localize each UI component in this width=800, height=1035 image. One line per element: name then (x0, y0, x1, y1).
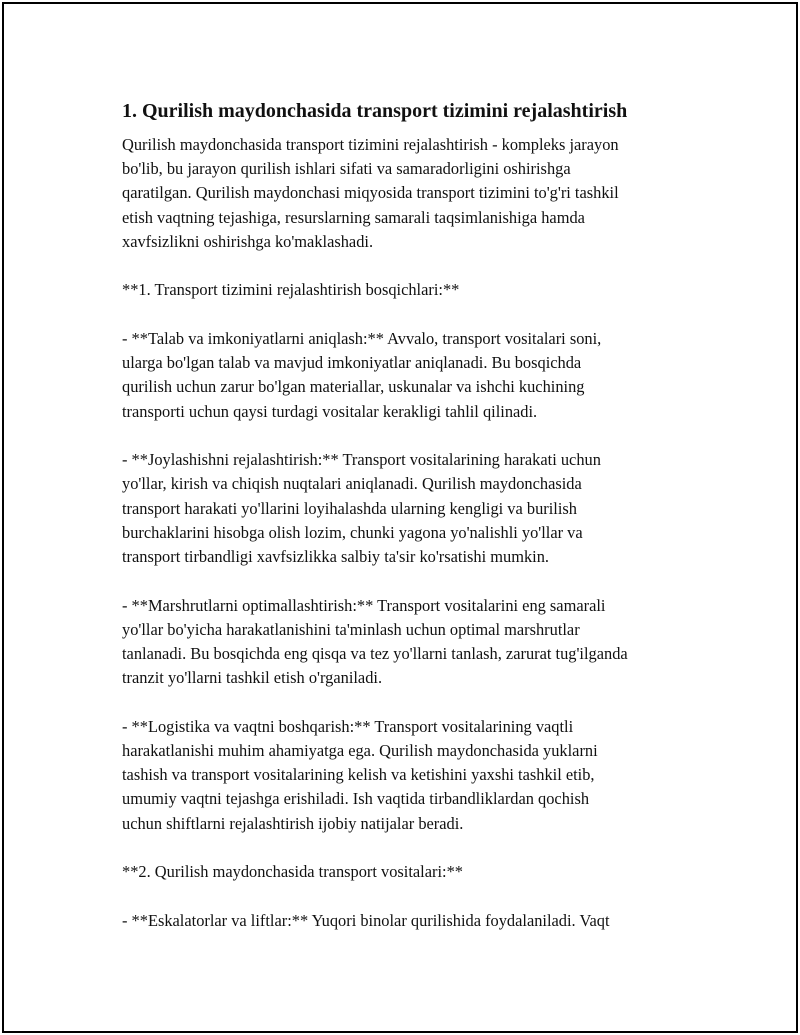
text-line: - **Eskalatorlar va liftlar:** Yuqori binolar qurilishida foydalaniladi. Vaqt (122, 910, 610, 930)
text-line: - **Marshrutlarni optimallashtirish:** Transport vositalarini eng samarali (122, 595, 606, 615)
text-line: burchaklarini hisobga olish lozim, chunki yagona yo'nalishli yo'llar va (122, 522, 583, 542)
paragraph (122, 133, 702, 254)
text-line: xavfsizlikni oshirishga ko'maklashadi. (122, 231, 374, 251)
paragraph (122, 860, 702, 884)
text-line: yo'llar bo'yicha harakatlanishini ta'minlash uchun optimal marshrutlar (122, 619, 580, 639)
text-line: transporti uchun qaysi turdagi vositalar kerakligi tahlil qilinadi. (122, 401, 538, 421)
paragraph (122, 909, 702, 933)
text-line: Qurilish maydonchasida transport tizimini rejalashtirish - kompleks jarayon (122, 135, 619, 154)
text-line: transport harakati yo'llarini loyihalashda ularning kengligi va burilish (122, 498, 577, 518)
paragraph (122, 715, 702, 836)
text-line: - **Talab va imkoniyatlarni aniqlash:** Avvalo, transport vositalari soni, (122, 329, 602, 348)
text-line: umumiy vaqtni tejashga erishiladi. Ish vaqtida tirbandliklardan qochish (122, 789, 590, 809)
text-line: qurilish uchun zarur bo'lgan materiallar, uskunalar va ishchi kuchining (122, 377, 585, 397)
text-line: bo'lib, bu jarayon qurilish ishlari sifati va samaradorligini oshirishga (122, 159, 571, 179)
text-line: **1. Transport tizimini rejalashtirish bosqichlari:** (122, 280, 460, 300)
text-line: tanlanadi. Bu bosqichda eng qisqa va tez yo'llarni tanlash, zarurat tug'ilganda (122, 644, 628, 664)
text-line: yo'llar, kirish va chiqish nuqtalari aniqlanadi. Qurilish maydonchasida (122, 474, 582, 494)
text-line: transport tirbandligi xavfsizlikka salbiy ta'sir ko'rsatishi mumkin. (122, 547, 549, 567)
text-line: **2. Qurilish maydonchasida transport vositalari:** (122, 862, 463, 882)
paragraph (122, 594, 702, 691)
text-line: qaratilgan. Qurilish maydonchasi miqyosida transport tizimini to'g'ri tashkil (122, 183, 619, 203)
text-line: - **Joylashishni rejalashtirish:** Transport vositalarining harakati uchun (122, 450, 601, 470)
document-body (122, 98, 702, 957)
text-line: - **Logistika va vaqtni boshqarish:** Transport vositalarining vaqtli (122, 716, 574, 736)
text-line: tranzit yo'llarni tashkil etish o'rganiladi. (122, 668, 383, 688)
text-line: uchun shiftlarni rejalashtirish ijobiy natijalar beradi. (122, 813, 464, 833)
paragraph (122, 327, 702, 424)
text-line: tashish va transport vositalarining kelish va ketishini yaxshi tashkil etib, (122, 765, 595, 785)
page-frame (2, 2, 798, 1033)
paragraph-list (122, 133, 702, 933)
text-line: ularga bo'lgan talab va mavjud imkoniyatlar aniqlanadi. Bu bosqichda (122, 353, 582, 373)
text-line: etish vaqtning tejashiga, resurslarning samarali taqsimlanishiga hamda (122, 207, 585, 227)
document-title: 1. Qurilish maydonchasida transport tizimini rejalashtirish (122, 100, 628, 122)
paragraph (122, 278, 702, 302)
paragraph (122, 448, 702, 569)
text-line: harakatlanishi muhim ahamiyatga ega. Qurilish maydonchasida yuklarni (122, 741, 598, 761)
